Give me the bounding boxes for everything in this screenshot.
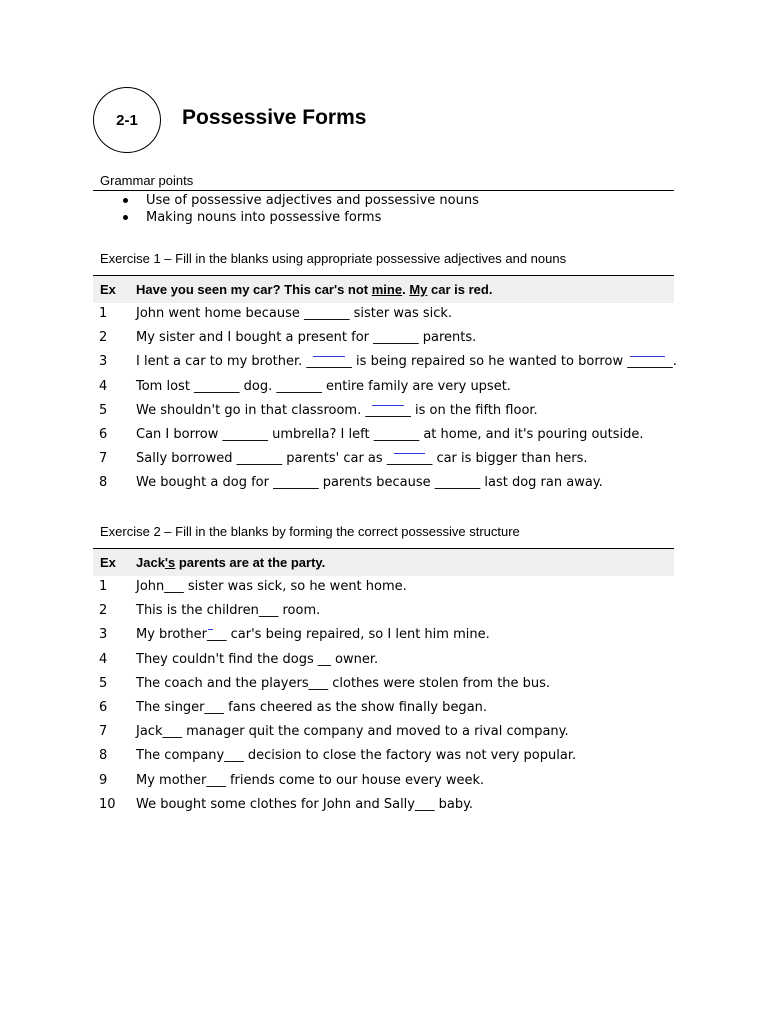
exercise-row: 3 I lent a car to my brother. _______ is being repaired so he wanted to borrow _______. [99,354,677,370]
exercise-row: 3 My brother ___ car's being repaired, so I lent him mine. [99,627,490,643]
exercise-row: 1 John went home because _______ sister was sick. [99,306,453,321]
answer-blank[interactable]: ___ [207,627,227,643]
example-sentence: Have you seen my car? This car's not mine. My car is red. [136,282,493,297]
exercise2-heading: Exercise 2 – Fill in the blanks by forming the correct possessive structure [100,524,520,539]
exercise-row: 2 My sister and I bought a present for _______ parents. [99,330,477,346]
exercise-row: 6 The singer___ fans cheered as the show finally began. [99,699,488,715]
exercise1-example [93,276,674,303]
page-title: Possessive Forms [182,106,367,129]
answer-blank[interactable]: _______ [306,354,352,370]
answer-blank[interactable]: _______ [627,354,673,370]
pen-mark [313,356,345,357]
exercise-row: 7 Sally borrowed _______ parents' car as _______ car is bigger than hers. [99,451,588,467]
pen-mark [372,405,404,406]
grammar-points-rule [93,190,674,191]
unit-number: 2-1 [116,111,138,129]
exercise-row: 5 The coach and the players___ clothes were stolen from the bus. [99,675,551,691]
answer-blank[interactable]: _______ [365,402,411,418]
exercise2-items [93,576,674,818]
exercise-row: 10 We bought some clothes for John and Sally___ baby. [99,796,474,812]
answer-blank[interactable]: _______ [386,451,433,467]
exercise-row: 2 This is the children___ room. [99,603,321,619]
list-item: Use of possessive adjectives and possessive nouns [120,192,479,209]
pen-mark [630,356,665,357]
exercise-row: 4 Tom lost _______ dog. _______ entire family are very upset. [99,378,511,394]
exercise-row: 7 Jack___ manager quit the company and moved to a rival company. [99,724,569,740]
exercise1-heading: Exercise 1 – Fill in the blanks using appropriate possessive adjectives and nouns [100,251,567,266]
bullet-icon [123,215,128,220]
pen-mark [394,453,426,454]
exercise-row: 6 Can I borrow _______ umbrella? I left _______ at home, and it's pouring outside. [99,426,644,442]
exercise-row: 5 We shouldn't go in that classroom. _______ is on the fifth floor. [99,402,538,418]
pen-mark [208,629,213,630]
exercise-row: 9 My mother___ friends come to our house every week. [99,772,485,788]
exercise-row: 8 We bought a dog for _______ parents because _______ last dog ran away. [99,475,603,491]
exercise-row: 4 They couldn't find the dogs __ owner. [99,651,379,667]
bullet-icon [123,198,128,203]
grammar-points-title: Grammar points [100,173,194,188]
grammar-points-list [120,192,479,226]
list-item: Making nouns into possessive forms [120,209,479,226]
exercise2-example [93,549,674,576]
exercise-row: 1 John___ sister was sick, so he went home. [99,579,407,594]
exercise1-items [93,303,677,497]
example-sentence: Jack's parents are at the party. [136,555,326,570]
exercise-row: 8 The company___ decision to close the factory was not very popular. [99,748,577,764]
example-label: Ex [100,555,116,570]
example-label: Ex [100,282,116,297]
unit-badge [93,87,161,153]
